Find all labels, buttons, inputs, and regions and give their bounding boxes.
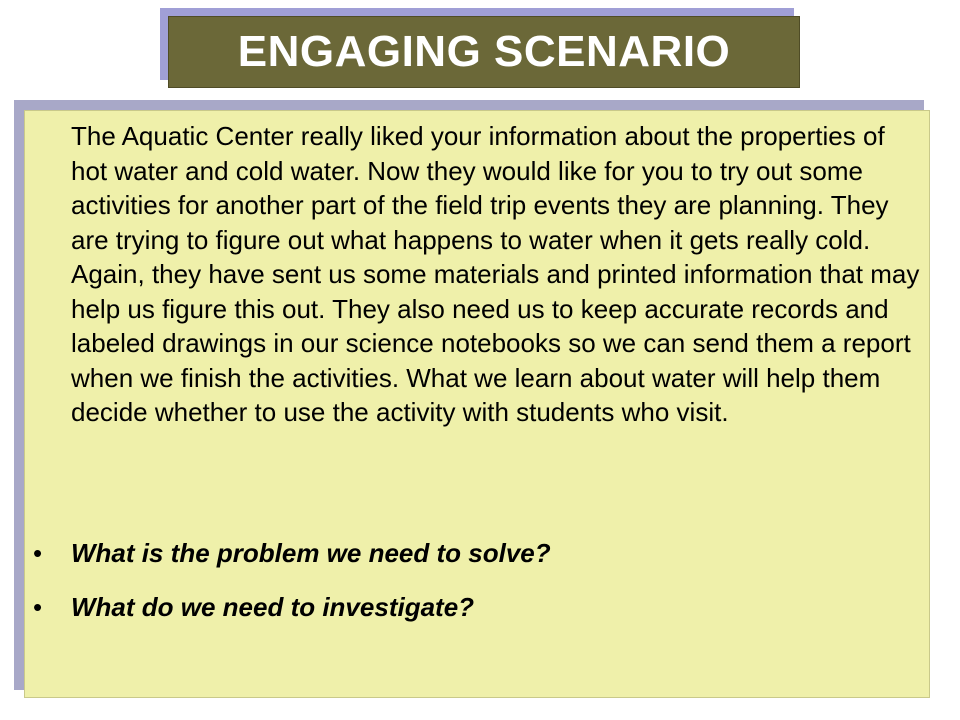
bullet-icon: • xyxy=(33,592,43,622)
content-box xyxy=(24,110,930,698)
question-list xyxy=(33,536,913,644)
slide-title: ENGAGING SCENARIO xyxy=(237,27,731,76)
bullet-icon: • xyxy=(33,538,43,568)
question-text: What do we need to investigate? xyxy=(71,592,475,622)
question-text: What is the problem we need to solve? xyxy=(71,538,551,568)
scenario-paragraph: The Aquatic Center really liked your information about the properties of hot water and cold water. Now they would like for you to try out some activities for another part of the field trip events they are planning. They are trying to figure out what happens to water when it gets really cold. Again, they have sent us some materials and printed information that may help us figure this out. They also need us to keep accurate records and labeled drawings in our science notebooks so we can send them a report when we finish the activities. What we learn about water will help them decide whether to use the activity with students who visit. xyxy=(71,121,920,427)
question-item xyxy=(33,590,913,644)
title-box xyxy=(168,16,800,88)
question-item xyxy=(33,536,913,590)
